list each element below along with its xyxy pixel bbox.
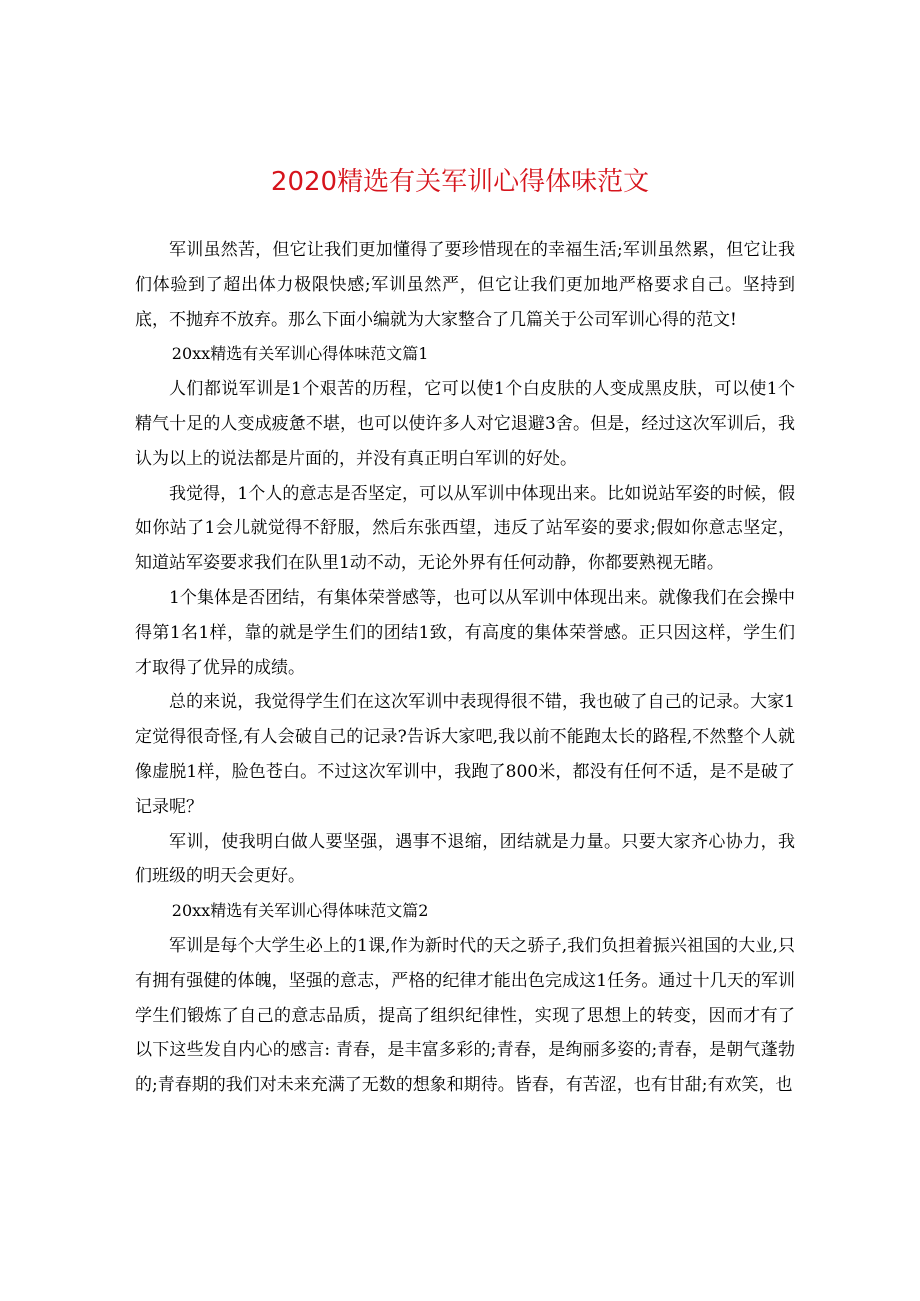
- body-paragraph: 1个集体是否团结，有集体荣誉感等，也可以从军训中体现出来。就像我们在会操中得第1名1样，靠的就是学生们的团结1致，有高度的集体荣誉感。正只因这样，学生们才取得了优异的成绩。: [135, 587, 795, 678]
- body-paragraph: 我觉得，1个人的意志是否坚定，可以从军训中体现出来。比如说站军姿的时候，假如你站了1会儿就觉得不舒服，然后东张西望，违反了站军姿的要求;假如你意志坚定，知道站军姿要求我们在队里1动不动，无论外界有任何动静，你都要熟视无睹。: [135, 483, 795, 574]
- body-paragraph: 总的来说，我觉得学生们在这次军训中表现得很不错，我也破了自己的记录。大家1定觉得很奇怪,有人会破自己的记录?告诉大家吧,我以前不能跑太长的路程,不然整个人就像虚脱1样，脸色苍白。不过这次军训中，我跑了800米，都没有任何不适，是不是破了记录呢？: [135, 692, 795, 817]
- document-body: [135, 233, 795, 1103]
- body-paragraph: 军训，使我明白做人要坚强，遇事不退缩，团结就是力量。只要大家齐心协力，我们班级的明天会更好。: [135, 831, 795, 887]
- intro-paragraph: 军训虽然苦，但它让我们更加懂得了要珍惜现在的幸福生活;军训虽然累，但它让我们体验到了超出体力极限快感;军训虽然严，但它让我们更加地严格要求自己。坚持到底，不抛弃不放弃。那么下面小编就为大家整合了几篇关于公司军训心得的范文!: [135, 240, 795, 330]
- section-heading-2: 20xx精选有关军训心得体味范文篇2: [171, 901, 429, 921]
- body-paragraph: 军训是每个大学生必上的1课,作为新时代的天之骄子,我们负担着振兴祖国的大业,只有拥有强健的体魄，坚强的意志，严格的纪律才能出色完成这1任务。通过十几天的军训学生们锻炼了自己的意志品质，提高了组织纪律性，实现了思想上的转变，因而才有了以下这些发自内心的感言: 青春，是丰富多彩的;青春，是绚丽多姿的;青春，是朝气蓬勃的;青春期的我们对未来充满了无数的想象和期待。皆春，有苦涩，也有甘甜;有欢笑，也: [135, 935, 795, 1096]
- body-paragraph: 人们都说军训是1个艰苦的历程，它可以使1个白皮肤的人变成黑皮肤，可以使1个精气十足的人变成疲惫不堪，也可以使许多人对它退避3舍。但是，经过这次军训后，我认为以上的说法都是片面的，并没有真正明白军训的好处。: [135, 379, 795, 469]
- document-title: 2020精选有关军训心得体味范文: [270, 167, 650, 197]
- section-heading-1: 20xx精选有关军训心得体味范文篇1: [171, 344, 429, 364]
